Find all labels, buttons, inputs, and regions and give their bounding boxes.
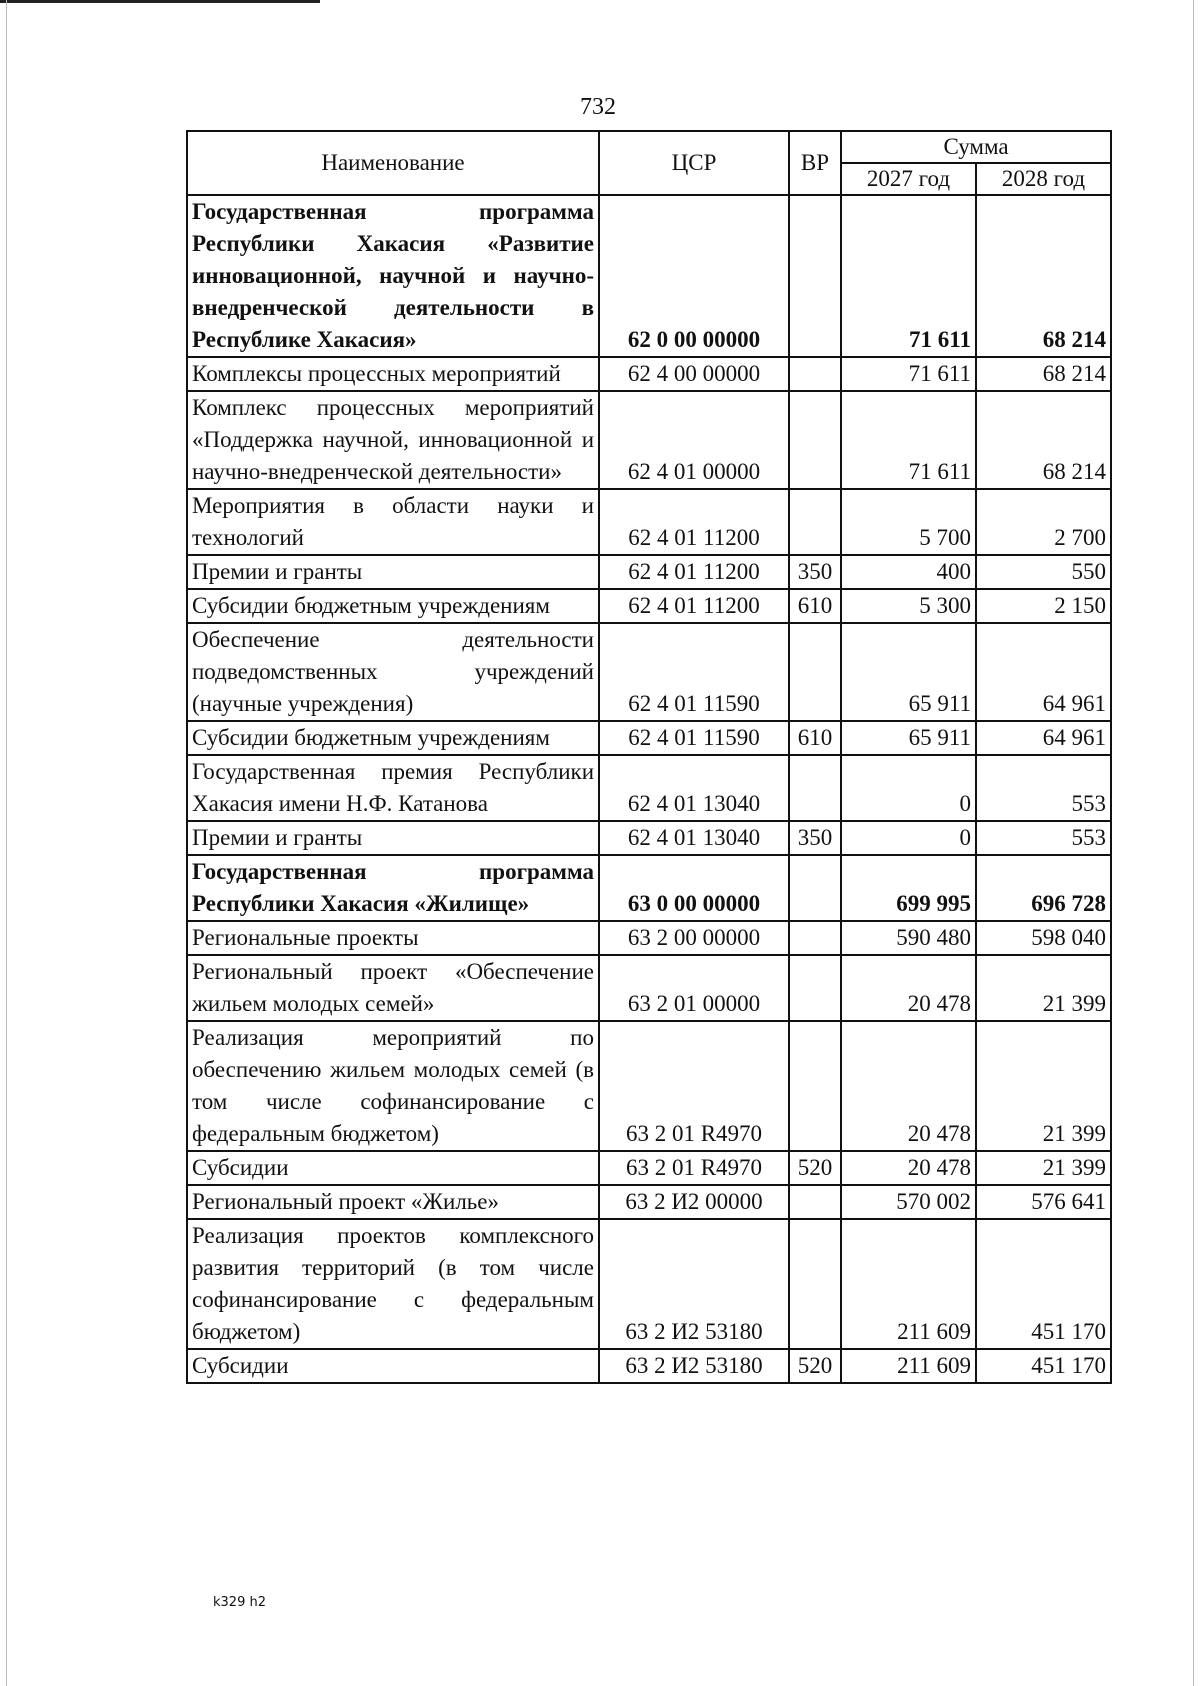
row-sum-2028: 68 214	[976, 357, 1111, 391]
row-csr: 62 0 00 00000	[599, 195, 789, 357]
row-name: Субсидии	[187, 1151, 599, 1185]
row-csr: 62 4 01 13040	[599, 821, 789, 855]
table-row	[187, 855, 1111, 921]
row-vr	[789, 623, 841, 721]
row-sum-2027: 20 478	[841, 1151, 976, 1185]
row-sum-2027: 211 609	[841, 1349, 976, 1383]
table-row	[187, 357, 1111, 391]
row-name: Премии и гранты	[187, 555, 599, 589]
table-row	[187, 589, 1111, 623]
row-sum-2027: 211 609	[841, 1219, 976, 1349]
row-sum-2027: 20 478	[841, 1021, 976, 1151]
row-csr: 63 2 И2 53180	[599, 1349, 789, 1383]
row-vr: 610	[789, 721, 841, 755]
row-sum-2028: 68 214	[976, 195, 1111, 357]
budget-table	[186, 130, 1112, 1384]
footer-code: k329 h2	[213, 1595, 266, 1610]
row-csr: 62 4 01 11590	[599, 623, 789, 721]
row-sum-2027: 65 911	[841, 623, 976, 721]
row-csr: 62 4 01 11200	[599, 489, 789, 555]
table-header	[187, 131, 1111, 195]
row-vr: 350	[789, 555, 841, 589]
row-name: Государственная программа Республики Хакасия «Развитие инновационной, научной и научно-внедренческой деятельности в Республике Хакасия»	[187, 195, 599, 357]
header-sum: Сумма	[841, 131, 1111, 163]
row-csr: 62 4 01 11200	[599, 555, 789, 589]
row-csr: 63 2 01 R4970	[599, 1021, 789, 1151]
row-csr: 62 4 01 11200	[599, 589, 789, 623]
row-csr: 63 2 И2 53180	[599, 1219, 789, 1349]
row-sum-2027: 5 700	[841, 489, 976, 555]
table-row	[187, 1219, 1111, 1349]
row-sum-2028: 451 170	[976, 1349, 1111, 1383]
row-sum-2028: 550	[976, 555, 1111, 589]
row-vr: 520	[789, 1349, 841, 1383]
row-csr: 62 4 01 00000	[599, 391, 789, 489]
row-sum-2027: 400	[841, 555, 976, 589]
row-sum-2027: 570 002	[841, 1185, 976, 1219]
row-sum-2028: 553	[976, 755, 1111, 821]
row-csr: 63 0 00 00000	[599, 855, 789, 921]
row-sum-2027: 0	[841, 821, 976, 855]
row-sum-2028: 598 040	[976, 921, 1111, 955]
table-row	[187, 195, 1111, 357]
row-name: Региональные проекты	[187, 921, 599, 955]
row-name: Государственная программа Республики Хакасия «Жилище»	[187, 855, 599, 921]
row-vr	[789, 489, 841, 555]
row-csr: 62 4 01 11590	[599, 721, 789, 755]
row-name: Государственная премия Республики Хакасия имени Н.Ф. Катанова	[187, 755, 599, 821]
row-sum-2027: 590 480	[841, 921, 976, 955]
row-vr	[789, 357, 841, 391]
table-row	[187, 755, 1111, 821]
row-name: Комплекс процессных мероприятий «Поддержка научной, инновационной и научно-внедренческой деятельности»	[187, 391, 599, 489]
header-year-2027: 2027 год	[841, 163, 976, 195]
row-sum-2027: 71 611	[841, 391, 976, 489]
row-vr	[789, 755, 841, 821]
table-row	[187, 555, 1111, 589]
row-vr	[789, 1219, 841, 1349]
row-sum-2027: 20 478	[841, 955, 976, 1021]
row-name: Комплексы процессных мероприятий	[187, 357, 599, 391]
table-row	[187, 623, 1111, 721]
row-name: Региональный проект «Обеспечение жильем молодых семей»	[187, 955, 599, 1021]
row-vr	[789, 1021, 841, 1151]
row-csr: 63 2 01 R4970	[599, 1151, 789, 1185]
row-name: Субсидии бюджетным учреждениям	[187, 589, 599, 623]
row-csr: 62 4 01 13040	[599, 755, 789, 821]
top-rule	[0, 0, 320, 3]
row-sum-2028: 21 399	[976, 955, 1111, 1021]
row-sum-2027: 0	[841, 755, 976, 821]
row-vr	[789, 1185, 841, 1219]
row-sum-2028: 2 150	[976, 589, 1111, 623]
row-vr	[789, 391, 841, 489]
row-name: Мероприятия в области науки и технологий	[187, 489, 599, 555]
row-sum-2028: 21 399	[976, 1151, 1111, 1185]
row-name: Субсидии	[187, 1349, 599, 1383]
row-name: Региональный проект «Жилье»	[187, 1185, 599, 1219]
table-row	[187, 921, 1111, 955]
row-csr: 63 2 01 00000	[599, 955, 789, 1021]
row-csr: 63 2 00 00000	[599, 921, 789, 955]
row-name: Реализация проектов комплексного развития территорий (в том числе софинансирование с федеральным бюджетом)	[187, 1219, 599, 1349]
header-vr: ВР	[789, 131, 841, 195]
row-sum-2028: 576 641	[976, 1185, 1111, 1219]
row-vr	[789, 855, 841, 921]
table-body	[187, 195, 1111, 1383]
row-sum-2027: 71 611	[841, 357, 976, 391]
row-vr	[789, 195, 841, 357]
row-csr: 63 2 И2 00000	[599, 1185, 789, 1219]
row-vr: 350	[789, 821, 841, 855]
row-name: Обеспечение деятельности подведомственных учреждений (научные учреждения)	[187, 623, 599, 721]
scan-right-edge	[1193, 0, 1194, 1686]
table-row	[187, 721, 1111, 755]
row-name: Реализация мероприятий по обеспечению жильем молодых семей (в том числе софинансирование с федеральным бюджетом)	[187, 1021, 599, 1151]
row-sum-2028: 696 728	[976, 855, 1111, 921]
row-sum-2027: 71 611	[841, 195, 976, 357]
table-row	[187, 821, 1111, 855]
table-row	[187, 1021, 1111, 1151]
header-csr: ЦСР	[599, 131, 789, 195]
header-name: Наименование	[187, 131, 599, 195]
scan-left-edge	[6, 0, 7, 1686]
row-sum-2027: 5 300	[841, 589, 976, 623]
table-row	[187, 391, 1111, 489]
row-vr: 610	[789, 589, 841, 623]
row-sum-2028: 64 961	[976, 623, 1111, 721]
row-sum-2028: 21 399	[976, 1021, 1111, 1151]
row-sum-2028: 64 961	[976, 721, 1111, 755]
row-vr	[789, 955, 841, 1021]
header-year-2028: 2028 год	[976, 163, 1111, 195]
table-row	[187, 1349, 1111, 1383]
table-row	[187, 489, 1111, 555]
table-row	[187, 1151, 1111, 1185]
row-vr: 520	[789, 1151, 841, 1185]
table-row	[187, 1185, 1111, 1219]
row-vr	[789, 921, 841, 955]
row-sum-2028: 2 700	[976, 489, 1111, 555]
row-sum-2027: 699 995	[841, 855, 976, 921]
page-number-text: 732	[580, 94, 616, 120]
row-csr: 62 4 00 00000	[599, 357, 789, 391]
row-sum-2027: 65 911	[841, 721, 976, 755]
row-sum-2028: 68 214	[976, 391, 1111, 489]
row-name: Субсидии бюджетным учреждениям	[187, 721, 599, 755]
row-sum-2028: 553	[976, 821, 1111, 855]
table-row	[187, 955, 1111, 1021]
row-name: Премии и гранты	[187, 821, 599, 855]
row-sum-2028: 451 170	[976, 1219, 1111, 1349]
page-number	[0, 94, 1200, 121]
